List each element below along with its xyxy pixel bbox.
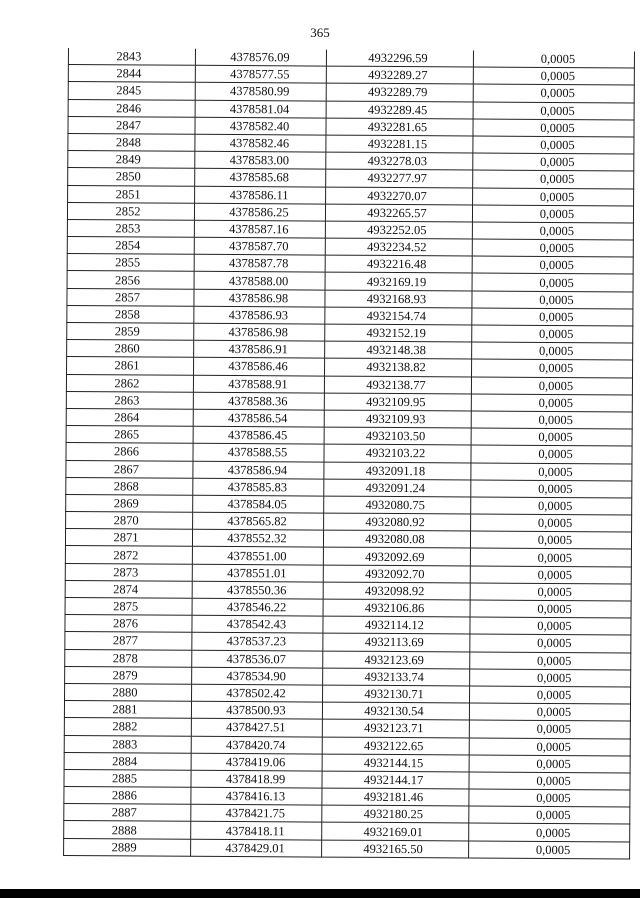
tolerance-cell: 0,0005 <box>472 359 633 377</box>
tolerance-cell: 0,0005 <box>470 686 631 704</box>
tolerance-cell: 0,0005 <box>473 84 634 102</box>
point-number-cell: 2852 <box>67 202 194 220</box>
point-number-cell: 2871 <box>65 529 192 547</box>
y-coordinate-cell: 4932109.93 <box>324 410 471 428</box>
point-number-cell: 2876 <box>65 615 192 633</box>
y-coordinate-cell: 4932098.92 <box>323 582 470 600</box>
tolerance-cell: 0,0005 <box>469 737 630 755</box>
tolerance-cell: 0,0005 <box>470 548 631 566</box>
x-coordinate-cell: 4378587.16 <box>194 220 325 238</box>
point-number-cell: 2846 <box>68 99 195 117</box>
tolerance-cell: 0,0005 <box>469 806 630 824</box>
x-coordinate-cell: 4378421.75 <box>191 805 322 823</box>
y-coordinate-cell: 4932180.25 <box>322 805 469 823</box>
y-coordinate-cell: 4932281.15 <box>326 135 473 153</box>
point-number-cell: 2867 <box>66 460 193 478</box>
tolerance-cell: 0,0005 <box>473 102 634 120</box>
x-coordinate-cell: 4378427.51 <box>191 719 322 737</box>
tolerance-cell: 0,0005 <box>469 772 630 790</box>
y-coordinate-cell: 4932168.93 <box>325 290 472 308</box>
y-coordinate-cell: 4932234.52 <box>325 238 472 256</box>
x-coordinate-cell: 4378537.23 <box>192 633 323 651</box>
y-coordinate-cell: 4932152.19 <box>325 324 472 342</box>
x-coordinate-cell: 4378588.00 <box>194 272 325 290</box>
x-coordinate-cell: 4378586.46 <box>194 358 325 376</box>
y-coordinate-cell: 4932092.69 <box>323 548 470 566</box>
x-coordinate-cell: 4378502.42 <box>192 684 323 702</box>
y-coordinate-cell: 4932138.82 <box>325 358 472 376</box>
point-number-cell: 2885 <box>64 769 191 787</box>
y-coordinate-cell: 4932113.69 <box>323 633 470 651</box>
point-number-cell: 2860 <box>67 340 194 358</box>
point-number-cell: 2869 <box>66 494 193 512</box>
x-coordinate-cell: 4378416.13 <box>191 787 322 805</box>
point-number-cell: 2853 <box>67 219 194 237</box>
x-coordinate-cell: 4378576.09 <box>195 49 326 66</box>
point-number-cell: 2878 <box>65 649 192 667</box>
tolerance-cell: 0,0005 <box>472 222 633 240</box>
tolerance-cell: 0,0005 <box>469 789 630 807</box>
y-coordinate-cell: 4932252.05 <box>325 221 472 239</box>
point-number-cell: 2850 <box>68 168 195 186</box>
point-number-cell: 2865 <box>66 426 193 444</box>
x-coordinate-cell: 4378588.91 <box>193 375 324 393</box>
x-coordinate-cell: 4378586.25 <box>194 203 325 221</box>
point-number-cell: 2857 <box>67 288 194 306</box>
y-coordinate-cell: 4932080.75 <box>324 496 471 514</box>
point-number-cell: 2855 <box>67 254 194 272</box>
y-coordinate-cell: 4932092.70 <box>323 565 470 583</box>
point-number-cell: 2854 <box>67 237 194 255</box>
point-number-cell: 2868 <box>66 477 193 495</box>
tolerance-cell: 0,0005 <box>473 170 634 188</box>
y-coordinate-cell: 4932169.01 <box>322 823 469 841</box>
point-number-cell: 2886 <box>64 787 191 805</box>
tolerance-cell: 0,0005 <box>470 566 631 584</box>
tolerance-cell: 0,0005 <box>469 755 630 773</box>
tolerance-cell: 0,0005 <box>470 669 631 687</box>
x-coordinate-cell: 4378583.00 <box>195 151 326 169</box>
y-coordinate-cell: 4932123.71 <box>322 719 469 737</box>
point-number-cell: 2848 <box>68 133 195 151</box>
y-coordinate-cell: 4932138.77 <box>324 376 471 394</box>
y-coordinate-cell: 4932165.50 <box>322 840 469 858</box>
y-coordinate-cell: 4932277.97 <box>326 169 473 187</box>
tolerance-cell: 0,0005 <box>471 428 632 446</box>
y-coordinate-cell: 4932169.19 <box>325 273 472 291</box>
y-coordinate-cell: 4932114.12 <box>323 616 470 634</box>
tolerance-cell: 0,0005 <box>472 239 633 257</box>
y-coordinate-cell: 4932103.22 <box>324 444 471 462</box>
coordinates-table <box>63 48 635 859</box>
y-coordinate-cell: 4932296.59 <box>326 50 473 68</box>
point-number-cell: 2881 <box>64 701 191 719</box>
y-coordinate-cell: 4932080.92 <box>324 513 471 531</box>
y-coordinate-cell: 4932281.65 <box>326 118 473 136</box>
x-coordinate-cell: 4378550.36 <box>192 581 323 599</box>
y-coordinate-cell: 4932270.07 <box>326 187 473 205</box>
tolerance-cell: 0,0005 <box>471 377 632 395</box>
x-coordinate-cell: 4378586.91 <box>194 340 325 358</box>
x-coordinate-cell: 4378585.68 <box>195 169 326 187</box>
point-number-cell: 2866 <box>66 443 193 461</box>
tolerance-cell: 0,0005 <box>469 703 630 721</box>
y-coordinate-cell: 4932289.27 <box>326 66 473 84</box>
y-coordinate-cell: 4932278.03 <box>326 152 473 170</box>
point-number-cell: 2845 <box>68 82 195 100</box>
tolerance-cell: 0,0005 <box>470 634 631 652</box>
point-number-cell: 2889 <box>64 838 191 856</box>
tolerance-cell: 0,0005 <box>471 480 632 498</box>
y-coordinate-cell: 4932080.08 <box>323 530 470 548</box>
x-coordinate-cell: 4378536.07 <box>192 650 323 668</box>
tolerance-cell: 0,0005 <box>470 652 631 670</box>
x-coordinate-cell: 4378588.36 <box>193 392 324 410</box>
x-coordinate-cell: 4378588.55 <box>193 444 324 462</box>
x-coordinate-cell: 4378418.99 <box>191 770 322 788</box>
x-coordinate-cell: 4378500.93 <box>191 701 322 719</box>
point-number-cell: 2858 <box>67 305 194 323</box>
x-coordinate-cell: 4378586.54 <box>193 409 324 427</box>
x-coordinate-cell: 4378546.22 <box>192 598 323 616</box>
point-number-cell: 2875 <box>65 597 192 615</box>
x-coordinate-cell: 4378587.70 <box>194 237 325 255</box>
tolerance-cell: 0,0005 <box>473 136 634 154</box>
y-coordinate-cell: 4932154.74 <box>325 307 472 325</box>
point-number-cell: 2851 <box>68 185 195 203</box>
point-number-cell: 2883 <box>64 735 191 753</box>
point-number-cell: 2882 <box>64 718 191 736</box>
point-number-cell: 2870 <box>66 512 193 530</box>
x-coordinate-cell: 4378587.78 <box>194 255 325 273</box>
point-number-cell: 2873 <box>65 563 192 581</box>
x-coordinate-cell: 4378586.93 <box>194 306 325 324</box>
point-number-cell: 2872 <box>65 546 192 564</box>
y-coordinate-cell: 4932130.54 <box>322 702 469 720</box>
point-number-cell: 2879 <box>65 666 192 684</box>
point-number-cell: 2843 <box>68 48 195 65</box>
coordinates-table-body <box>64 48 635 859</box>
y-coordinate-cell: 4932216.48 <box>325 255 472 273</box>
tolerance-cell: 0,0005 <box>472 325 633 343</box>
y-coordinate-cell: 4932133.74 <box>323 668 470 686</box>
x-coordinate-cell: 4378580.99 <box>195 83 326 101</box>
y-coordinate-cell: 4932091.18 <box>324 462 471 480</box>
x-coordinate-cell: 4378582.46 <box>195 134 326 152</box>
tolerance-cell: 0,0005 <box>470 617 631 635</box>
y-coordinate-cell: 4932144.17 <box>322 771 469 789</box>
tolerance-cell: 0,0005 <box>469 720 630 738</box>
point-number-cell: 2862 <box>66 374 193 392</box>
y-coordinate-cell: 4932122.65 <box>322 737 469 755</box>
tolerance-cell: 0,0005 <box>473 187 634 205</box>
tolerance-cell: 0,0005 <box>472 291 633 309</box>
table-row <box>64 838 630 859</box>
tolerance-cell: 0,0005 <box>473 50 634 68</box>
x-coordinate-cell: 4378419.06 <box>191 753 322 771</box>
tolerance-cell: 0,0005 <box>469 823 630 841</box>
tolerance-cell: 0,0005 <box>471 514 632 532</box>
x-coordinate-cell: 4378582.40 <box>195 117 326 135</box>
point-number-cell: 2849 <box>68 151 195 169</box>
x-coordinate-cell: 4378585.83 <box>193 478 324 496</box>
point-number-cell: 2864 <box>66 408 193 426</box>
tolerance-cell: 0,0005 <box>473 67 634 85</box>
scan-bottom-edge <box>0 889 640 898</box>
tolerance-cell: 0,0005 <box>471 394 632 412</box>
x-coordinate-cell: 4378429.01 <box>191 839 322 857</box>
point-number-cell: 2877 <box>65 632 192 650</box>
tolerance-cell: 0,0005 <box>469 841 630 859</box>
x-coordinate-cell: 4378551.01 <box>192 564 323 582</box>
y-coordinate-cell: 4932106.86 <box>323 599 470 617</box>
y-coordinate-cell: 4932181.46 <box>322 788 469 806</box>
x-coordinate-cell: 4378586.94 <box>193 461 324 479</box>
tolerance-cell: 0,0005 <box>470 600 631 618</box>
y-coordinate-cell: 4932265.57 <box>325 204 472 222</box>
coordinates-table-container <box>63 48 610 859</box>
x-coordinate-cell: 4378586.11 <box>195 186 326 204</box>
point-number-cell: 2874 <box>65 580 192 598</box>
tolerance-cell: 0,0005 <box>471 497 632 515</box>
x-coordinate-cell: 4378551.00 <box>192 547 323 565</box>
y-coordinate-cell: 4932148.38 <box>325 341 472 359</box>
x-coordinate-cell: 4378586.98 <box>194 323 325 341</box>
x-coordinate-cell: 4378534.90 <box>192 667 323 685</box>
x-coordinate-cell: 4378542.43 <box>192 615 323 633</box>
tolerance-cell: 0,0005 <box>472 205 633 223</box>
tolerance-cell: 0,0005 <box>471 445 632 463</box>
x-coordinate-cell: 4378586.45 <box>193 426 324 444</box>
y-coordinate-cell: 4932289.79 <box>326 83 473 101</box>
tolerance-cell: 0,0005 <box>473 153 634 171</box>
point-number-cell: 2844 <box>68 65 195 83</box>
x-coordinate-cell: 4378584.05 <box>193 495 324 513</box>
tolerance-cell: 0,0005 <box>473 119 634 137</box>
tolerance-cell: 0,0005 <box>472 308 633 326</box>
point-number-cell: 2884 <box>64 752 191 770</box>
tolerance-cell: 0,0005 <box>472 256 633 274</box>
y-coordinate-cell: 4932103.50 <box>324 427 471 445</box>
x-coordinate-cell: 4378565.82 <box>193 512 324 530</box>
point-number-cell: 2856 <box>67 271 194 289</box>
point-number-cell: 2880 <box>65 683 192 701</box>
tolerance-cell: 0,0005 <box>472 273 633 291</box>
point-number-cell: 2887 <box>64 804 191 822</box>
y-coordinate-cell: 4932130.71 <box>323 685 470 703</box>
y-coordinate-cell: 4932091.24 <box>324 479 471 497</box>
page-number: 365 <box>310 25 330 40</box>
x-coordinate-cell: 4378420.74 <box>191 736 322 754</box>
tolerance-cell: 0,0005 <box>470 583 631 601</box>
x-coordinate-cell: 4378577.55 <box>195 65 326 83</box>
point-number-cell: 2847 <box>68 116 195 134</box>
tolerance-cell: 0,0005 <box>472 342 633 360</box>
tolerance-cell: 0,0005 <box>471 462 632 480</box>
tolerance-cell: 0,0005 <box>470 531 631 549</box>
y-coordinate-cell: 4932109.95 <box>324 393 471 411</box>
x-coordinate-cell: 4378552.32 <box>192 530 323 548</box>
x-coordinate-cell: 4378586.98 <box>194 289 325 307</box>
point-number-cell: 2863 <box>66 391 193 409</box>
tolerance-cell: 0,0005 <box>471 411 632 429</box>
y-coordinate-cell: 4932289.45 <box>326 101 473 119</box>
point-number-cell: 2861 <box>67 357 194 375</box>
x-coordinate-cell: 4378418.11 <box>191 822 322 840</box>
y-coordinate-cell: 4932123.69 <box>323 651 470 669</box>
x-coordinate-cell: 4378581.04 <box>195 100 326 118</box>
point-number-cell: 2888 <box>64 821 191 839</box>
y-coordinate-cell: 4932144.15 <box>322 754 469 772</box>
point-number-cell: 2859 <box>67 322 194 340</box>
